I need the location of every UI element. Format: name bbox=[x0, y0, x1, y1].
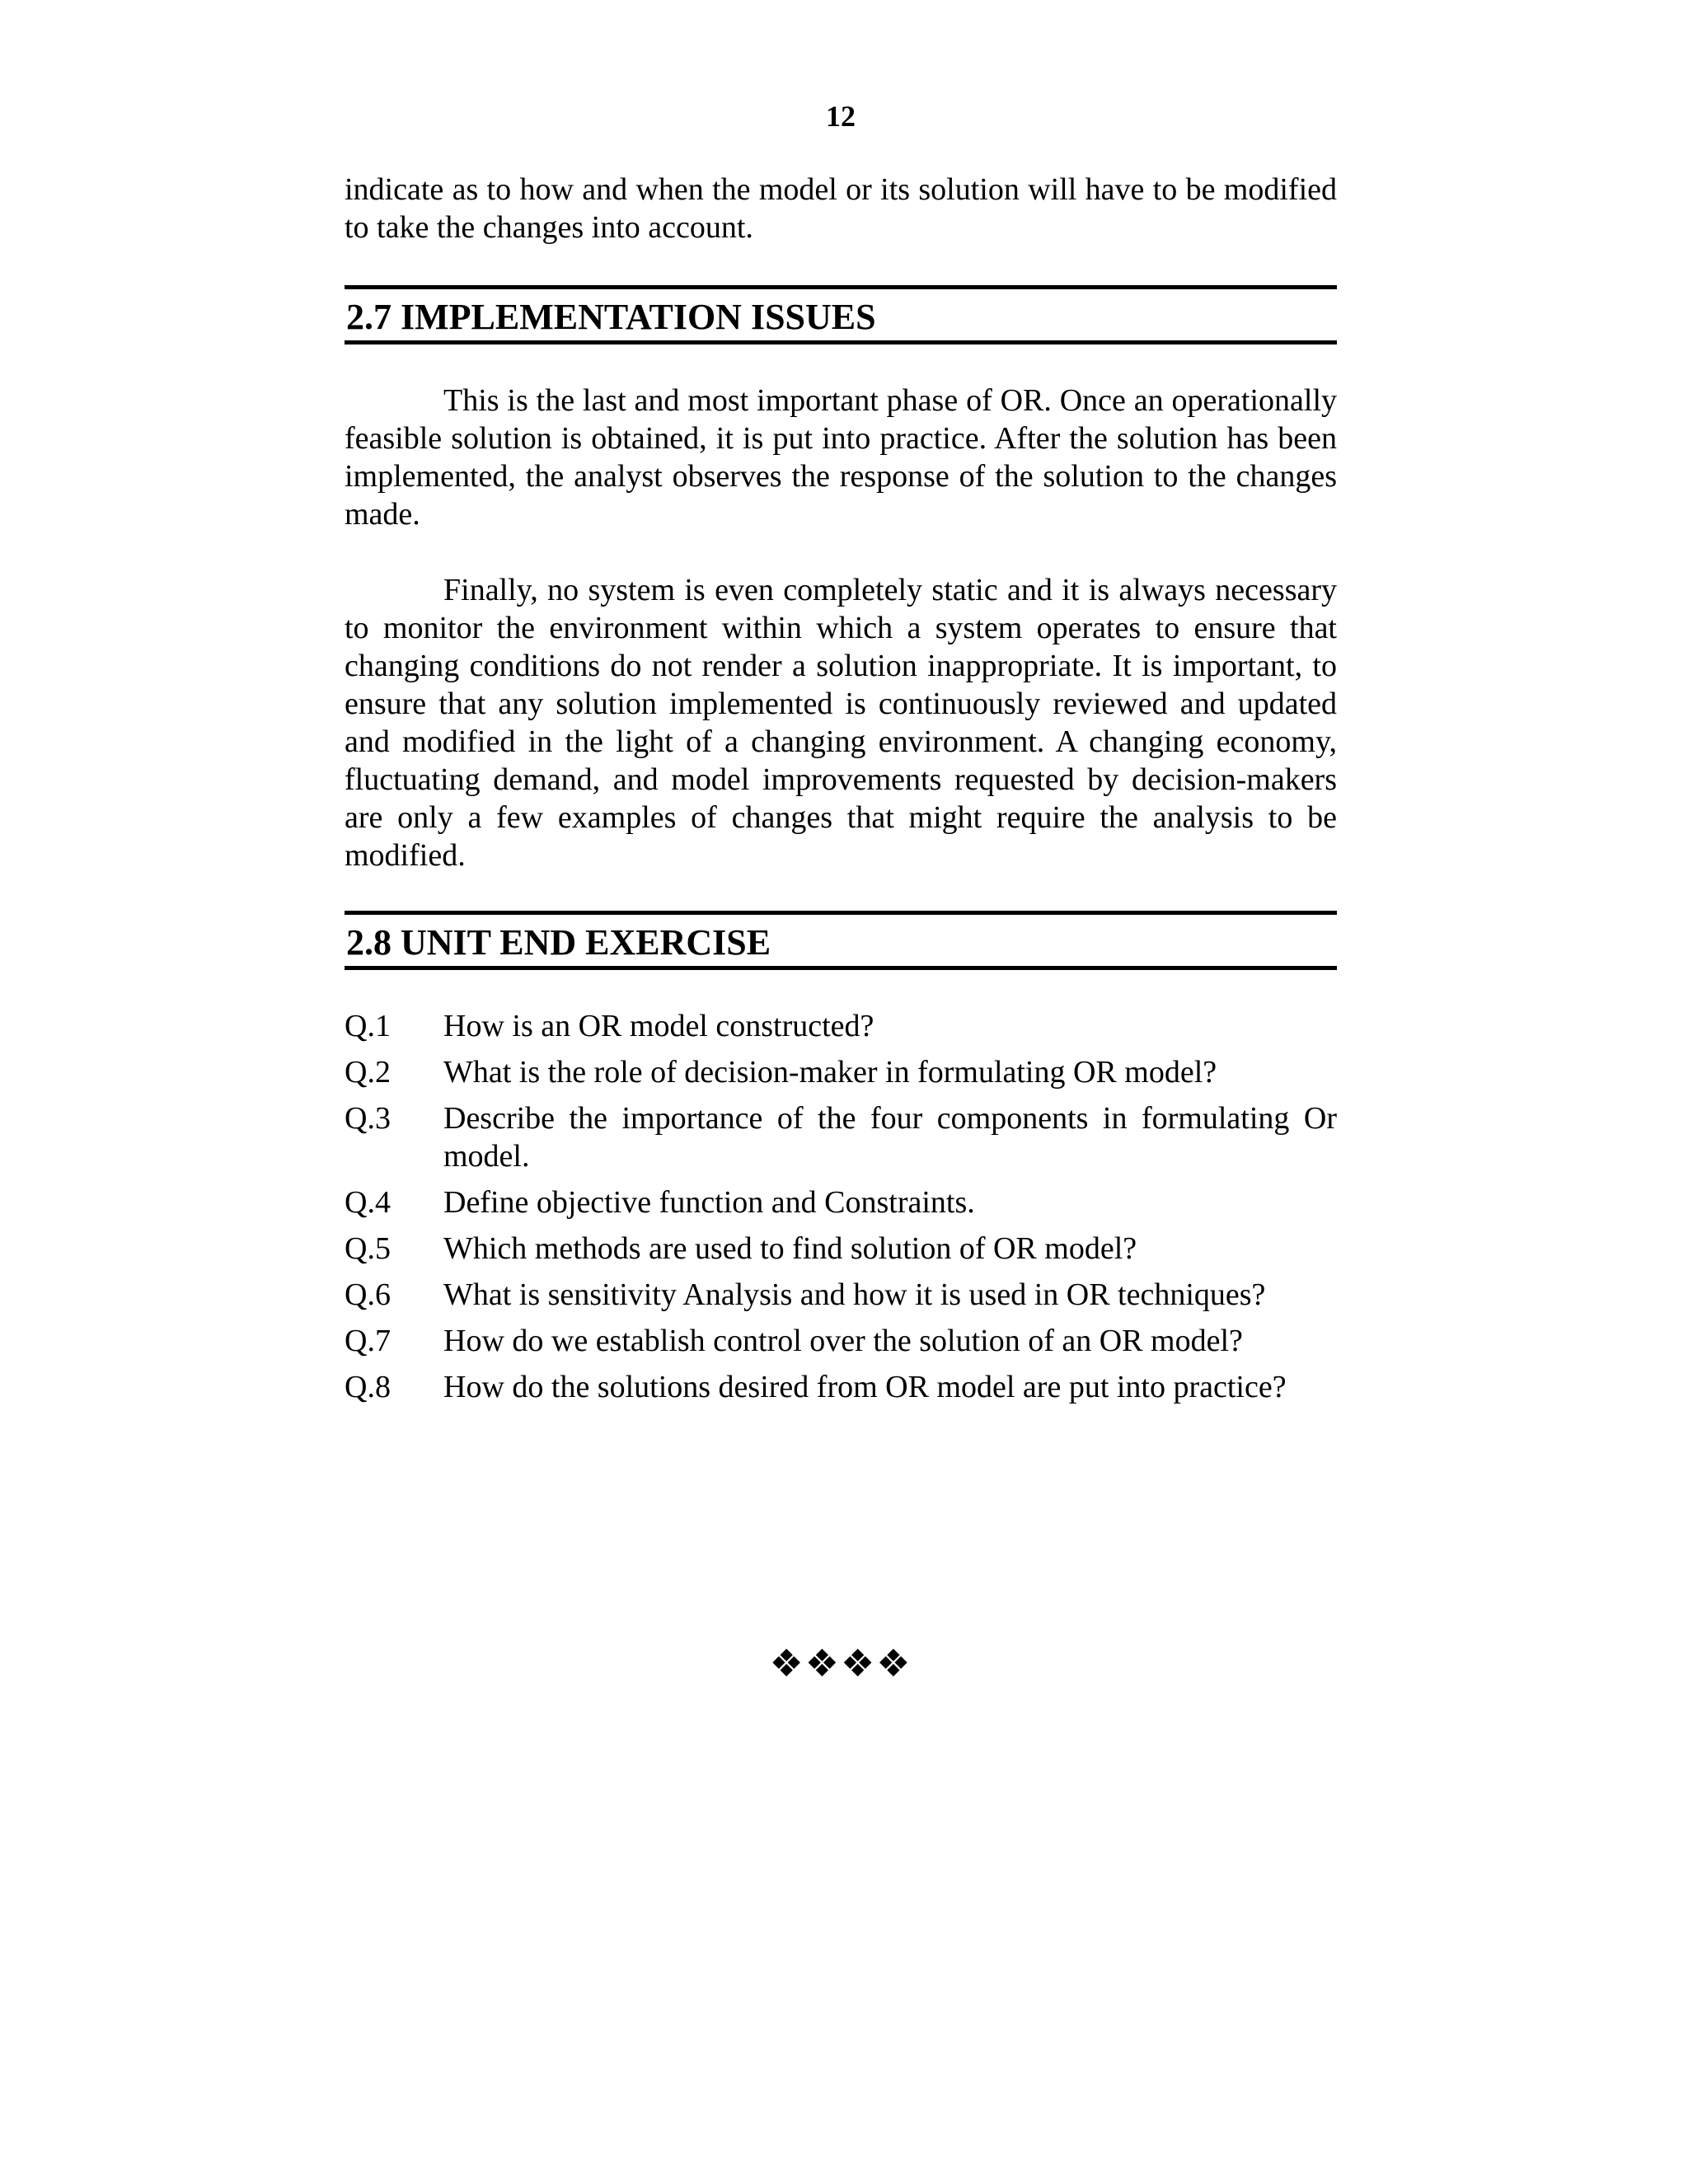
question-number: Q.4 bbox=[345, 1185, 391, 1220]
page-number: 12 bbox=[826, 100, 856, 133]
exercise-question bbox=[345, 1053, 1337, 1091]
exercise-question bbox=[345, 1099, 1337, 1175]
exercise-question-list bbox=[345, 1007, 1337, 1414]
section-title: 2.8 UNIT END EXERCISE bbox=[346, 922, 771, 963]
question-number: Q.3 bbox=[345, 1101, 391, 1136]
question-number: Q.7 bbox=[345, 1324, 391, 1358]
section-heading-unit-end-exercise bbox=[345, 911, 1337, 970]
exercise-question bbox=[345, 1368, 1337, 1406]
question-number: Q.1 bbox=[345, 1009, 391, 1043]
question-number: Q.6 bbox=[345, 1277, 391, 1312]
question-text: Describe the importance of the four components in formulating Or model. bbox=[443, 1101, 1337, 1174]
implementation-paragraph-2: Finally, no system is even completely static and it is always necessary to monitor the environment within which a system operates to ensure that changing conditions do not render a solution inappropriate. It is important, to ensure that any solution implemented is continuously reviewed and updated and modified in the light of a changing environment. A changing economy, fluctuating demand, and model improvements requested by decision-makers are only a few examples of changes that might require the analysis to be modified. bbox=[345, 573, 1337, 873]
exercise-question bbox=[345, 1276, 1337, 1314]
question-text: How do the solutions desired from OR model are put into practice? bbox=[443, 1370, 1287, 1404]
question-text: Which methods are used to find solution of OR model? bbox=[443, 1231, 1137, 1266]
question-text: How do we establish control over the solution of an OR model? bbox=[443, 1324, 1243, 1358]
exercise-question bbox=[345, 1183, 1337, 1221]
implementation-paragraph-1: This is the last and most important phase of OR. Once an operationally feasible solution is obtained, it is put into practice. After the solution has been implemented, the analyst observes the response of the solution to the changes made. bbox=[345, 383, 1337, 532]
end-of-chapter-ornament-icon: ❖❖❖❖ bbox=[769, 1641, 912, 1685]
question-text: How is an OR model constructed? bbox=[443, 1009, 874, 1043]
question-text: What is sensitivity Analysis and how it is used in OR techniques? bbox=[443, 1277, 1266, 1312]
continued-paragraph: indicate as to how and when the model or its solution will have to be modified to take the changes into account. bbox=[345, 172, 1337, 245]
exercise-question bbox=[345, 1007, 1337, 1045]
question-number: Q.8 bbox=[345, 1370, 391, 1404]
exercise-question bbox=[345, 1322, 1337, 1360]
exercise-question bbox=[345, 1230, 1337, 1268]
section-title: 2.7 IMPLEMENTATION ISSUES bbox=[346, 297, 876, 337]
section-heading-implementation-issues bbox=[345, 285, 1337, 344]
question-number: Q.5 bbox=[345, 1231, 391, 1266]
question-text: Define objective function and Constraints. bbox=[443, 1185, 975, 1220]
question-text: What is the role of decision-maker in formulating OR model? bbox=[443, 1055, 1217, 1090]
question-number: Q.2 bbox=[345, 1055, 391, 1090]
